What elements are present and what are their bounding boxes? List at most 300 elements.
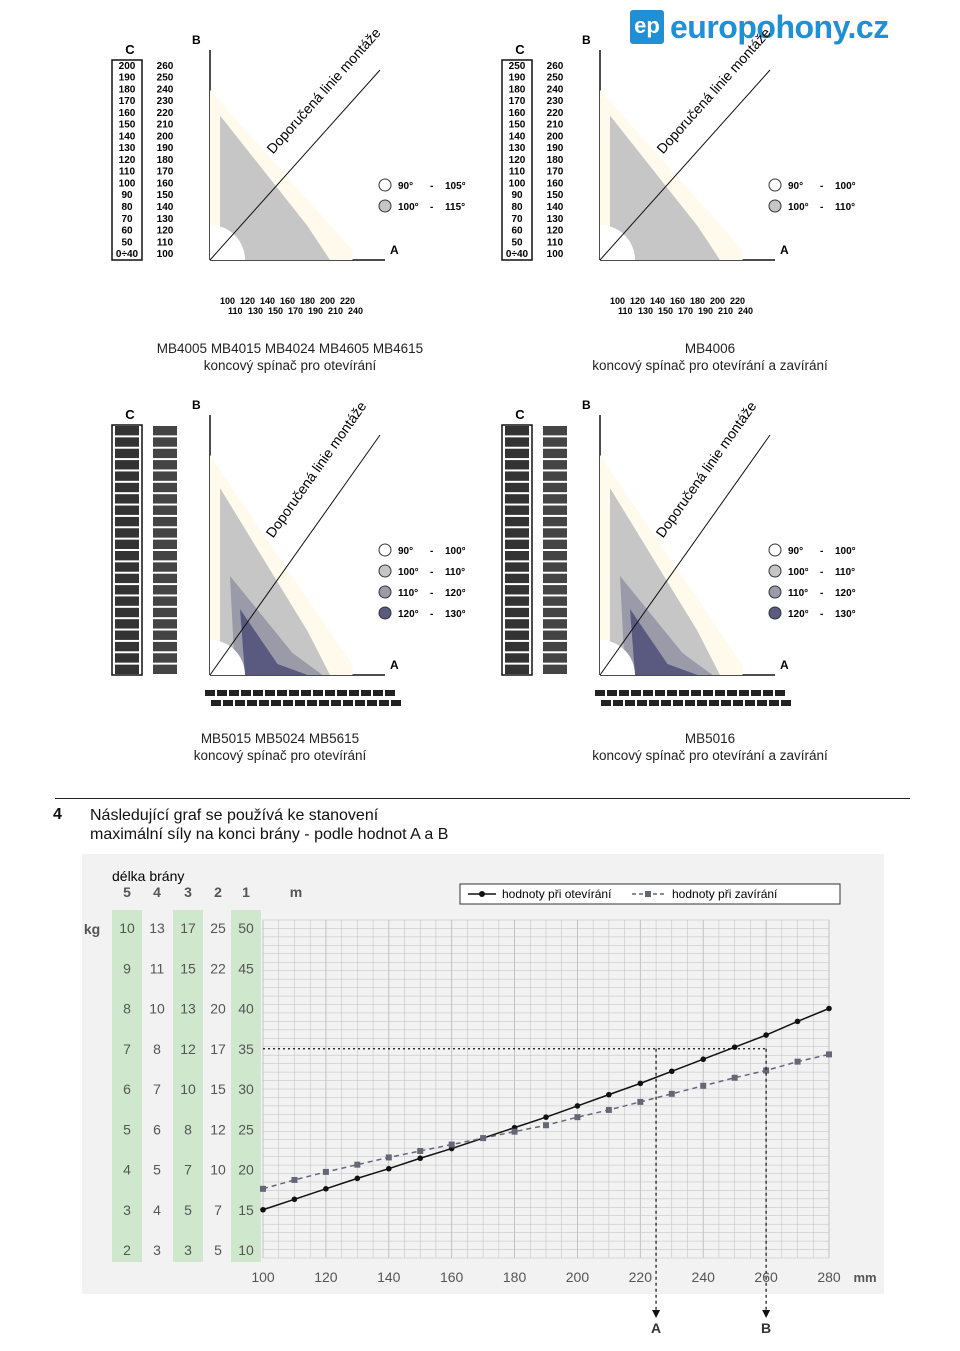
c-value: 140: [508, 131, 526, 143]
legend-from: 120°: [398, 609, 419, 620]
point-open: [260, 1207, 266, 1213]
c-value-block: [505, 562, 529, 571]
chart-legend: [460, 884, 840, 904]
c-value: 110: [508, 166, 526, 178]
b-value-block: [543, 540, 567, 549]
kg-tick-label: 2: [123, 1242, 131, 1258]
logo-name: europohony.cz: [670, 9, 889, 45]
a-value-block: [643, 690, 653, 696]
b-value: 240: [156, 84, 174, 96]
b-value-block: [543, 631, 567, 640]
x-tick-label: 160: [439, 1269, 464, 1285]
b-value-block: [543, 437, 567, 446]
a-value-block: [745, 700, 755, 706]
legend-to: 130°: [835, 609, 856, 620]
b-value-block: [153, 460, 177, 469]
b-value-block: [153, 619, 177, 628]
legend-from: 100°: [788, 567, 809, 578]
c-value-block: [505, 631, 529, 640]
c-value-block: [115, 665, 139, 674]
point-close: [354, 1162, 360, 1168]
length-column-label: 2: [214, 884, 222, 900]
b-value-block: [543, 494, 567, 503]
legend-swatch: [379, 586, 391, 598]
axis-b-label: B: [192, 33, 201, 47]
c-value-block: [505, 540, 529, 549]
c-value-block: [115, 506, 139, 515]
a-value-block: [337, 690, 347, 696]
a-value-bottom: 110: [618, 306, 633, 316]
legend-dash: -: [820, 181, 824, 192]
caption-text: koncový spínač pro otevírání a zavírání: [592, 358, 828, 373]
legend-dash: -: [430, 588, 434, 599]
kg-tick-label: 35: [238, 1040, 254, 1057]
a-value-block: [205, 690, 215, 696]
point-close: [449, 1142, 455, 1148]
b-value-block: [153, 631, 177, 640]
a-value-block: [661, 700, 671, 706]
a-value-block: [373, 690, 383, 696]
axis-a-label: A: [390, 658, 399, 672]
kg-tick-label: 3: [153, 1242, 161, 1258]
force-chart: [0, 850, 960, 1350]
caption-d1: [100, 340, 480, 374]
x-tick-label: 120: [314, 1269, 338, 1285]
legend-dash: -: [820, 546, 824, 557]
c-value-block: [115, 540, 139, 549]
x-tick-label: 180: [502, 1269, 527, 1285]
c-value: 70: [511, 213, 523, 225]
a-value-block: [247, 700, 257, 706]
axis-b-label: B: [192, 398, 201, 412]
a-value-block: [601, 700, 611, 706]
a-value-block: [253, 690, 263, 696]
a-value-top: 120: [630, 296, 646, 306]
kg-tick-label: 10: [149, 1000, 165, 1017]
axis-b-label: B: [582, 33, 591, 47]
annotation-label: A: [650, 1320, 662, 1336]
legend-from: 100°: [788, 202, 809, 213]
b-value: 260: [546, 60, 564, 72]
legend-dash: -: [430, 181, 434, 192]
b-value: 100: [156, 249, 174, 261]
x-unit: mm: [853, 1270, 877, 1285]
c-value: 160: [508, 107, 526, 119]
a-value-block: [763, 690, 773, 696]
point-open: [417, 1155, 423, 1161]
axis-c-label: C: [125, 407, 135, 422]
b-value: 230: [156, 96, 174, 108]
c-value: 100: [508, 178, 526, 190]
mounting-line-label: Doporučená linie montáže: [653, 24, 774, 157]
diagram-d4: [502, 398, 856, 706]
b-value-block: [153, 665, 177, 674]
c-value-block: [505, 608, 529, 617]
b-value-block: [153, 585, 177, 594]
b-value-block: [543, 653, 567, 662]
diagram-d2: [502, 25, 856, 316]
section-heading: [90, 806, 448, 844]
legend-to: 100°: [835, 181, 856, 192]
b-value-block: [153, 540, 177, 549]
b-value-block: [543, 562, 567, 571]
legend-swatch: [769, 200, 781, 212]
b-value: 130: [156, 213, 174, 225]
point-close: [386, 1154, 392, 1160]
a-value-block: [637, 700, 647, 706]
section-line-2: maximální síly na konci brány - podle hodnot A a B: [90, 826, 449, 843]
legend-to: 130°: [445, 609, 466, 620]
b-value: 160: [546, 178, 564, 190]
a-value-block: [391, 700, 401, 706]
point-open: [669, 1068, 675, 1074]
point-close: [480, 1135, 486, 1141]
c-value-block: [505, 551, 529, 560]
legend-dash: -: [820, 202, 824, 213]
kg-tick-label: 5: [214, 1242, 222, 1258]
b-value-block: [543, 574, 567, 583]
a-value-top: 180: [300, 296, 316, 306]
a-value-block: [631, 690, 641, 696]
annotation-label: B: [761, 1320, 772, 1336]
c-value-block: [115, 631, 139, 640]
b-value: 240: [546, 84, 564, 96]
legend-to: 115°: [445, 202, 466, 213]
length-column-label: 4: [153, 884, 161, 900]
b-value-block: [543, 471, 567, 480]
b-value-block: [153, 551, 177, 560]
a-value-block: [235, 700, 245, 706]
c-value: 70: [121, 213, 133, 225]
annotation-arrow: [652, 1310, 660, 1318]
c-value: 150: [118, 119, 136, 131]
a-value-block: [727, 690, 737, 696]
kg-tick-label: 12: [210, 1121, 226, 1138]
length-column-label: 5: [123, 884, 131, 900]
legend-to: 110°: [445, 567, 466, 578]
c-value-block: [115, 585, 139, 594]
kg-tick-label: 6: [123, 1081, 131, 1097]
b-value: 220: [546, 107, 564, 119]
point-open: [575, 1103, 581, 1109]
section-number: 4: [53, 806, 62, 823]
point-close: [637, 1099, 643, 1105]
b-value: 250: [546, 72, 564, 84]
a-value-bottom: 150: [268, 306, 284, 316]
kg-tick-label: 20: [210, 1000, 226, 1017]
legend-swatch: [379, 200, 391, 212]
c-value: 90: [121, 190, 133, 202]
a-value-bottom: 210: [718, 306, 734, 316]
a-value-block: [703, 690, 713, 696]
a-value-top: 160: [670, 296, 686, 306]
kg-tick-label: 50: [238, 920, 254, 936]
c-value-block: [505, 483, 529, 492]
a-value-block: [751, 690, 761, 696]
a-value-block: [685, 700, 695, 706]
axis-a-label: A: [390, 243, 399, 257]
point-close: [795, 1059, 801, 1065]
c-value: 80: [121, 202, 133, 213]
a-value-top: 160: [280, 296, 296, 306]
kg-tick-label: 20: [238, 1161, 254, 1178]
kg-tick-label: 30: [238, 1081, 254, 1097]
c-value-block: [115, 483, 139, 492]
kg-tick-label: 22: [210, 960, 226, 977]
c-value: 140: [118, 131, 136, 143]
a-value-block: [361, 690, 371, 696]
c-value-block: [505, 460, 529, 469]
b-value: 220: [156, 107, 174, 119]
b-value-block: [543, 506, 567, 515]
point-close: [700, 1083, 706, 1089]
b-value: 140: [156, 202, 174, 213]
b-value: 120: [546, 225, 564, 237]
point-close: [669, 1091, 675, 1097]
legend-swatch: [769, 179, 781, 191]
a-value-block: [217, 690, 227, 696]
a-value-block: [289, 690, 299, 696]
x-tick-label: 280: [817, 1269, 841, 1285]
point-open: [355, 1176, 361, 1182]
point-open: [543, 1114, 549, 1120]
point-open: [638, 1081, 644, 1087]
b-value-block: [543, 517, 567, 526]
kg-tick-label: 17: [180, 920, 196, 936]
c-value-block: [505, 585, 529, 594]
b-value-block: [153, 596, 177, 605]
kg-tick-label: 4: [153, 1201, 161, 1218]
kg-tick-label: 4: [123, 1161, 131, 1178]
kg-tick-label: 40: [238, 1000, 254, 1017]
a-value-block: [319, 700, 329, 706]
b-value: 150: [546, 190, 564, 202]
b-value-block: [543, 551, 567, 560]
a-value-top: 200: [710, 296, 726, 306]
a-value-block: [781, 700, 791, 706]
a-value-bottom: 130: [248, 306, 264, 316]
b-value-block: [153, 642, 177, 651]
chart-grid: [263, 920, 829, 1258]
c-value-block: [505, 437, 529, 446]
mounting-line-label: Doporučená linie montáže: [652, 398, 760, 541]
legend-dash: -: [820, 609, 824, 620]
a-value-block: [679, 690, 689, 696]
a-value-top: 100: [610, 296, 626, 306]
kg-tick-label: 7: [123, 1040, 131, 1057]
legend-swatch: [379, 544, 391, 556]
point-open: [763, 1032, 769, 1038]
c-value: 0÷40: [115, 249, 139, 261]
caption-models: MB5015 MB5024 MB5615: [200, 731, 360, 746]
b-value: 170: [156, 166, 174, 178]
legend-from: 110°: [788, 588, 809, 599]
a-value-block: [721, 700, 731, 706]
legend-dash: -: [430, 546, 434, 557]
kg-tick-label: 45: [238, 960, 254, 977]
b-value-block: [153, 653, 177, 662]
b-value: 210: [156, 119, 174, 131]
b-value-block: [543, 460, 567, 469]
mounting-line-label: Doporučená linie montáže: [262, 398, 370, 541]
a-value-block: [307, 700, 317, 706]
a-value-block: [283, 700, 293, 706]
b-value-block: [153, 494, 177, 503]
kg-tick-label: 5: [123, 1121, 131, 1138]
legend-from: 90°: [788, 181, 804, 192]
a-value-block: [613, 700, 623, 706]
legend-dash: -: [820, 588, 824, 599]
b-value: 180: [156, 154, 174, 166]
length-title: délka brány: [112, 868, 185, 884]
legend-dash: -: [430, 567, 434, 578]
b-value: 200: [156, 131, 174, 143]
b-value-block: [153, 506, 177, 515]
kg-tick-label: 10: [210, 1161, 226, 1178]
b-value: 170: [546, 166, 564, 178]
legend-to: 110°: [835, 567, 856, 578]
point-close: [291, 1177, 297, 1183]
a-value-block: [331, 700, 341, 706]
diagram-d1: [112, 25, 466, 316]
point-open: [292, 1196, 298, 1202]
point-close: [417, 1148, 423, 1154]
c-value-block: [505, 574, 529, 583]
b-value-block: [543, 426, 567, 435]
length-column-label: 1: [242, 884, 250, 900]
point-open: [795, 1019, 801, 1025]
c-value-block: [115, 517, 139, 526]
legend-swatch: [769, 586, 781, 598]
kg-tick-label: 5: [184, 1201, 192, 1218]
a-value-block: [775, 690, 785, 696]
a-value-block: [325, 690, 335, 696]
c-value: 60: [511, 225, 523, 237]
a-value-block: [343, 700, 353, 706]
a-value-bottom: 130: [638, 306, 654, 316]
legend-from: 110°: [398, 588, 419, 599]
c-value: 250: [508, 60, 526, 72]
c-value: 100: [118, 178, 136, 190]
kg-tick-label: 7: [184, 1161, 192, 1178]
logo-mark: ep: [630, 10, 664, 44]
c-value: 130: [118, 143, 136, 155]
legend-from: 90°: [398, 181, 414, 192]
a-value-block: [595, 690, 605, 696]
a-value-block: [355, 700, 365, 706]
legend-from: 90°: [788, 546, 804, 557]
c-value: 190: [118, 72, 136, 84]
b-value-block: [153, 528, 177, 537]
caption-d3: [90, 730, 470, 764]
a-value-block: [211, 700, 221, 706]
c-value-block: [115, 460, 139, 469]
c-value: 60: [121, 225, 133, 237]
b-value: 100: [546, 249, 564, 261]
a-value-block: [709, 700, 719, 706]
c-value-block: [505, 506, 529, 515]
axis-c-label: C: [515, 42, 525, 57]
a-value-top: 220: [730, 296, 746, 306]
b-value-block: [543, 596, 567, 605]
a-value-bottom: 190: [308, 306, 324, 316]
section-line-1: Následující graf se používá ke stanovení: [90, 807, 379, 824]
legend-swatch: [769, 544, 781, 556]
kg-tick-label: 7: [153, 1081, 161, 1097]
b-value-block: [543, 619, 567, 628]
legend-swatch: [379, 607, 391, 619]
c-value-block: [115, 528, 139, 537]
a-value-block: [649, 700, 659, 706]
a-value-block: [691, 690, 701, 696]
legend-to: 120°: [445, 588, 466, 599]
a-value-block: [757, 700, 767, 706]
b-value-block: [543, 449, 567, 458]
legend-from: 120°: [788, 609, 809, 620]
c-value: 130: [508, 143, 526, 155]
axis-c-label: C: [515, 407, 525, 422]
c-value: 170: [118, 96, 136, 108]
b-value-block: [153, 437, 177, 446]
kg-tick-label: 3: [184, 1242, 192, 1258]
b-value-block: [153, 517, 177, 526]
kg-tick-label: 12: [180, 1040, 196, 1057]
x-tick-label: 240: [691, 1269, 715, 1285]
length-column-label: 3: [184, 884, 192, 900]
a-value-block: [739, 690, 749, 696]
legend-label-open: hodnoty při otevírání: [502, 887, 612, 901]
b-value-block: [543, 665, 567, 674]
kg-tick-label: 17: [210, 1040, 226, 1057]
caption-text: koncový spínač pro otevírání: [193, 748, 367, 763]
a-value-block: [349, 690, 359, 696]
a-value-bottom: 170: [288, 306, 304, 316]
c-value: 180: [508, 84, 526, 96]
point-open: [700, 1056, 706, 1062]
kg-tick-label: 3: [123, 1201, 131, 1218]
a-value-block: [379, 700, 389, 706]
b-value-block: [153, 471, 177, 480]
point-close: [826, 1051, 832, 1057]
kg-tick-label: 15: [238, 1201, 254, 1218]
kg-tick-label: 11: [149, 960, 165, 977]
caption-d4: [510, 730, 910, 764]
caption-models: MB5016: [684, 731, 736, 746]
a-value-top: 220: [340, 296, 356, 306]
c-value: 190: [508, 72, 526, 84]
c-value: 150: [508, 119, 526, 131]
c-value: 0÷40: [505, 249, 529, 261]
b-value-block: [543, 585, 567, 594]
c-value: 120: [118, 154, 136, 166]
c-value-block: [115, 426, 139, 435]
legend-to: 100°: [835, 546, 856, 557]
x-tick-label: 140: [377, 1269, 401, 1285]
point-close: [260, 1186, 266, 1192]
section-divider: [55, 798, 910, 799]
kg-tick-label: 15: [210, 1081, 226, 1097]
diagram-d3: [112, 398, 466, 706]
a-value-block: [223, 700, 233, 706]
b-value-block: [153, 608, 177, 617]
kg-tick-label: 25: [238, 1121, 254, 1138]
b-value-block: [153, 426, 177, 435]
a-value-block: [733, 700, 743, 706]
caption-models: MB4005 MB4015 MB4024 MB4605 MB4615: [156, 341, 424, 356]
a-value-block: [697, 700, 707, 706]
axis-c-label: C: [125, 42, 135, 57]
c-value-block: [505, 619, 529, 628]
